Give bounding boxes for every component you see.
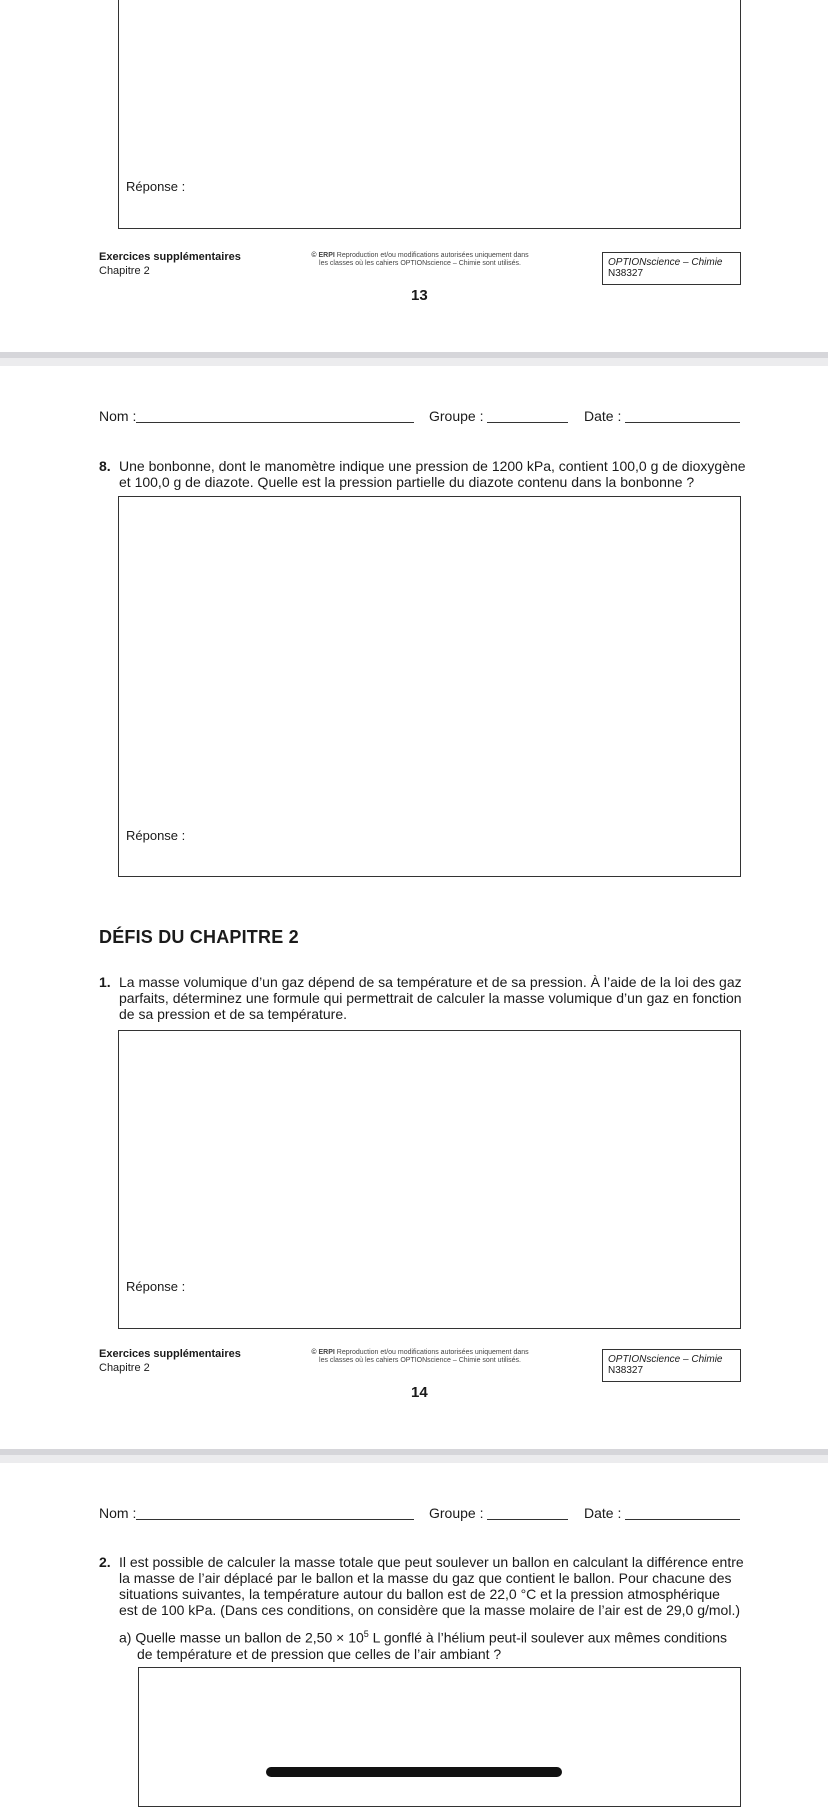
question-line: La masse volumique d’un gaz dépend de sa température et de sa pression. À l’aide de la loi des gaz [119,974,742,990]
brand-code: N38327 [608,268,644,279]
answer-label: Réponse : [126,828,186,843]
answer-box-q8[interactable] [118,496,741,877]
sub-question-line [119,1626,759,1646]
answer-box-d2a[interactable] [138,1667,741,1807]
date-field[interactable] [625,422,740,423]
question-text [119,1554,759,1618]
page-number: 13 [411,287,428,304]
brand-title: OPTIONscience – Chimie [608,257,723,268]
nom-field[interactable] [136,422,414,423]
copyright-notice [290,252,550,268]
groupe-label: Groupe : [429,408,484,424]
copyright-notice [290,1349,550,1365]
footer-title: Exercices supplémentaires [99,251,241,263]
answer-box-d1[interactable] [118,1030,741,1329]
groupe-label: Groupe : [429,1505,484,1521]
question-text [119,974,759,1022]
nom-field[interactable] [136,1519,414,1520]
copyright-holder: © ERPI [311,1349,335,1356]
footer-title: Exercices supplémentaires [99,1348,241,1360]
date-label: Date : [584,1505,622,1521]
exponent: 5 [363,1629,369,1639]
home-indicator[interactable] [266,1767,562,1777]
copyright-line-2: les classes où les cahiers OPTIONscience – Chimie sont utilisés. [319,1357,521,1364]
answer-label: Réponse : [126,1279,186,1294]
brand-box [602,1349,741,1382]
sub-question-prefix: a) Quelle masse un ballon de 2,50 × 10 [119,1629,364,1646]
copyright-line-2: les classes où les cahiers OPTIONscience – Chimie sont utilisés. [319,260,521,267]
copyright-line-1: Reproduction et/ou modifications autorisées uniquement dans [336,1349,529,1356]
brand-code: N38327 [608,1365,644,1376]
answer-label: Réponse : [126,179,186,194]
question-line: la masse de l’air déplacé par le ballon et la masse du gaz que contient le ballon. Pour chacune des [119,1570,732,1586]
date-label: Date : [584,408,622,424]
question-line: de sa pression et de sa température. [119,1006,348,1022]
question-text [119,458,759,490]
nom-label: Nom : [99,408,137,424]
page-number: 14 [411,1384,428,1401]
nom-label: Nom : [99,1505,137,1521]
section-title: DÉFIS DU CHAPITRE 2 [99,927,299,947]
page-separator [0,352,828,366]
question-line: Une bonbonne, dont le manomètre indique une pression de 1200 kPa, contient 100,0 g de dioxygène [119,458,746,474]
copyright-line-1: Reproduction et/ou modifications autorisées uniquement dans [336,252,529,259]
question-line: et 100,0 g de diazote. Quelle est la pression partielle du diazote contenu dans la bonbonne ? [119,474,695,490]
copyright-holder: © ERPI [311,252,335,259]
question-line: est de 100 kPa. (Dans ces conditions, on considère que la masse molaire de l’air est de 29,0 g/mol.) [119,1602,740,1618]
question-line: parfaits, déterminez une formule qui permettrait de calculer la masse volumique d’un gaz en fonction [119,990,742,1006]
question-number: 2. [99,1554,111,1570]
question-line: situations suivantes, la température autour du ballon est de 22,0 °C et la pression atmosphérique [119,1586,720,1602]
answer-box-p13[interactable] [118,0,741,229]
groupe-field[interactable] [487,422,568,423]
footer-chapter: Chapitre 2 [99,1362,150,1374]
page-separator [0,1449,828,1463]
question-line: Il est possible de calculer la masse totale que peut soulever un ballon en calculant la différence entre [119,1554,744,1570]
date-field[interactable] [625,1519,740,1520]
question-number: 8. [99,458,111,474]
brand-box [602,252,741,285]
groupe-field[interactable] [487,1519,568,1520]
footer-chapter: Chapitre 2 [99,265,150,277]
question-number: 1. [99,974,111,990]
brand-title: OPTIONscience – Chimie [608,1354,723,1365]
sub-question-line: de température et de pression que celles de l’air ambiant ? [137,1645,502,1662]
sub-question-suffix: L gonflé à l’hélium peut-il soulever aux mêmes conditions [368,1629,728,1646]
sub-question-a [119,1626,759,1662]
